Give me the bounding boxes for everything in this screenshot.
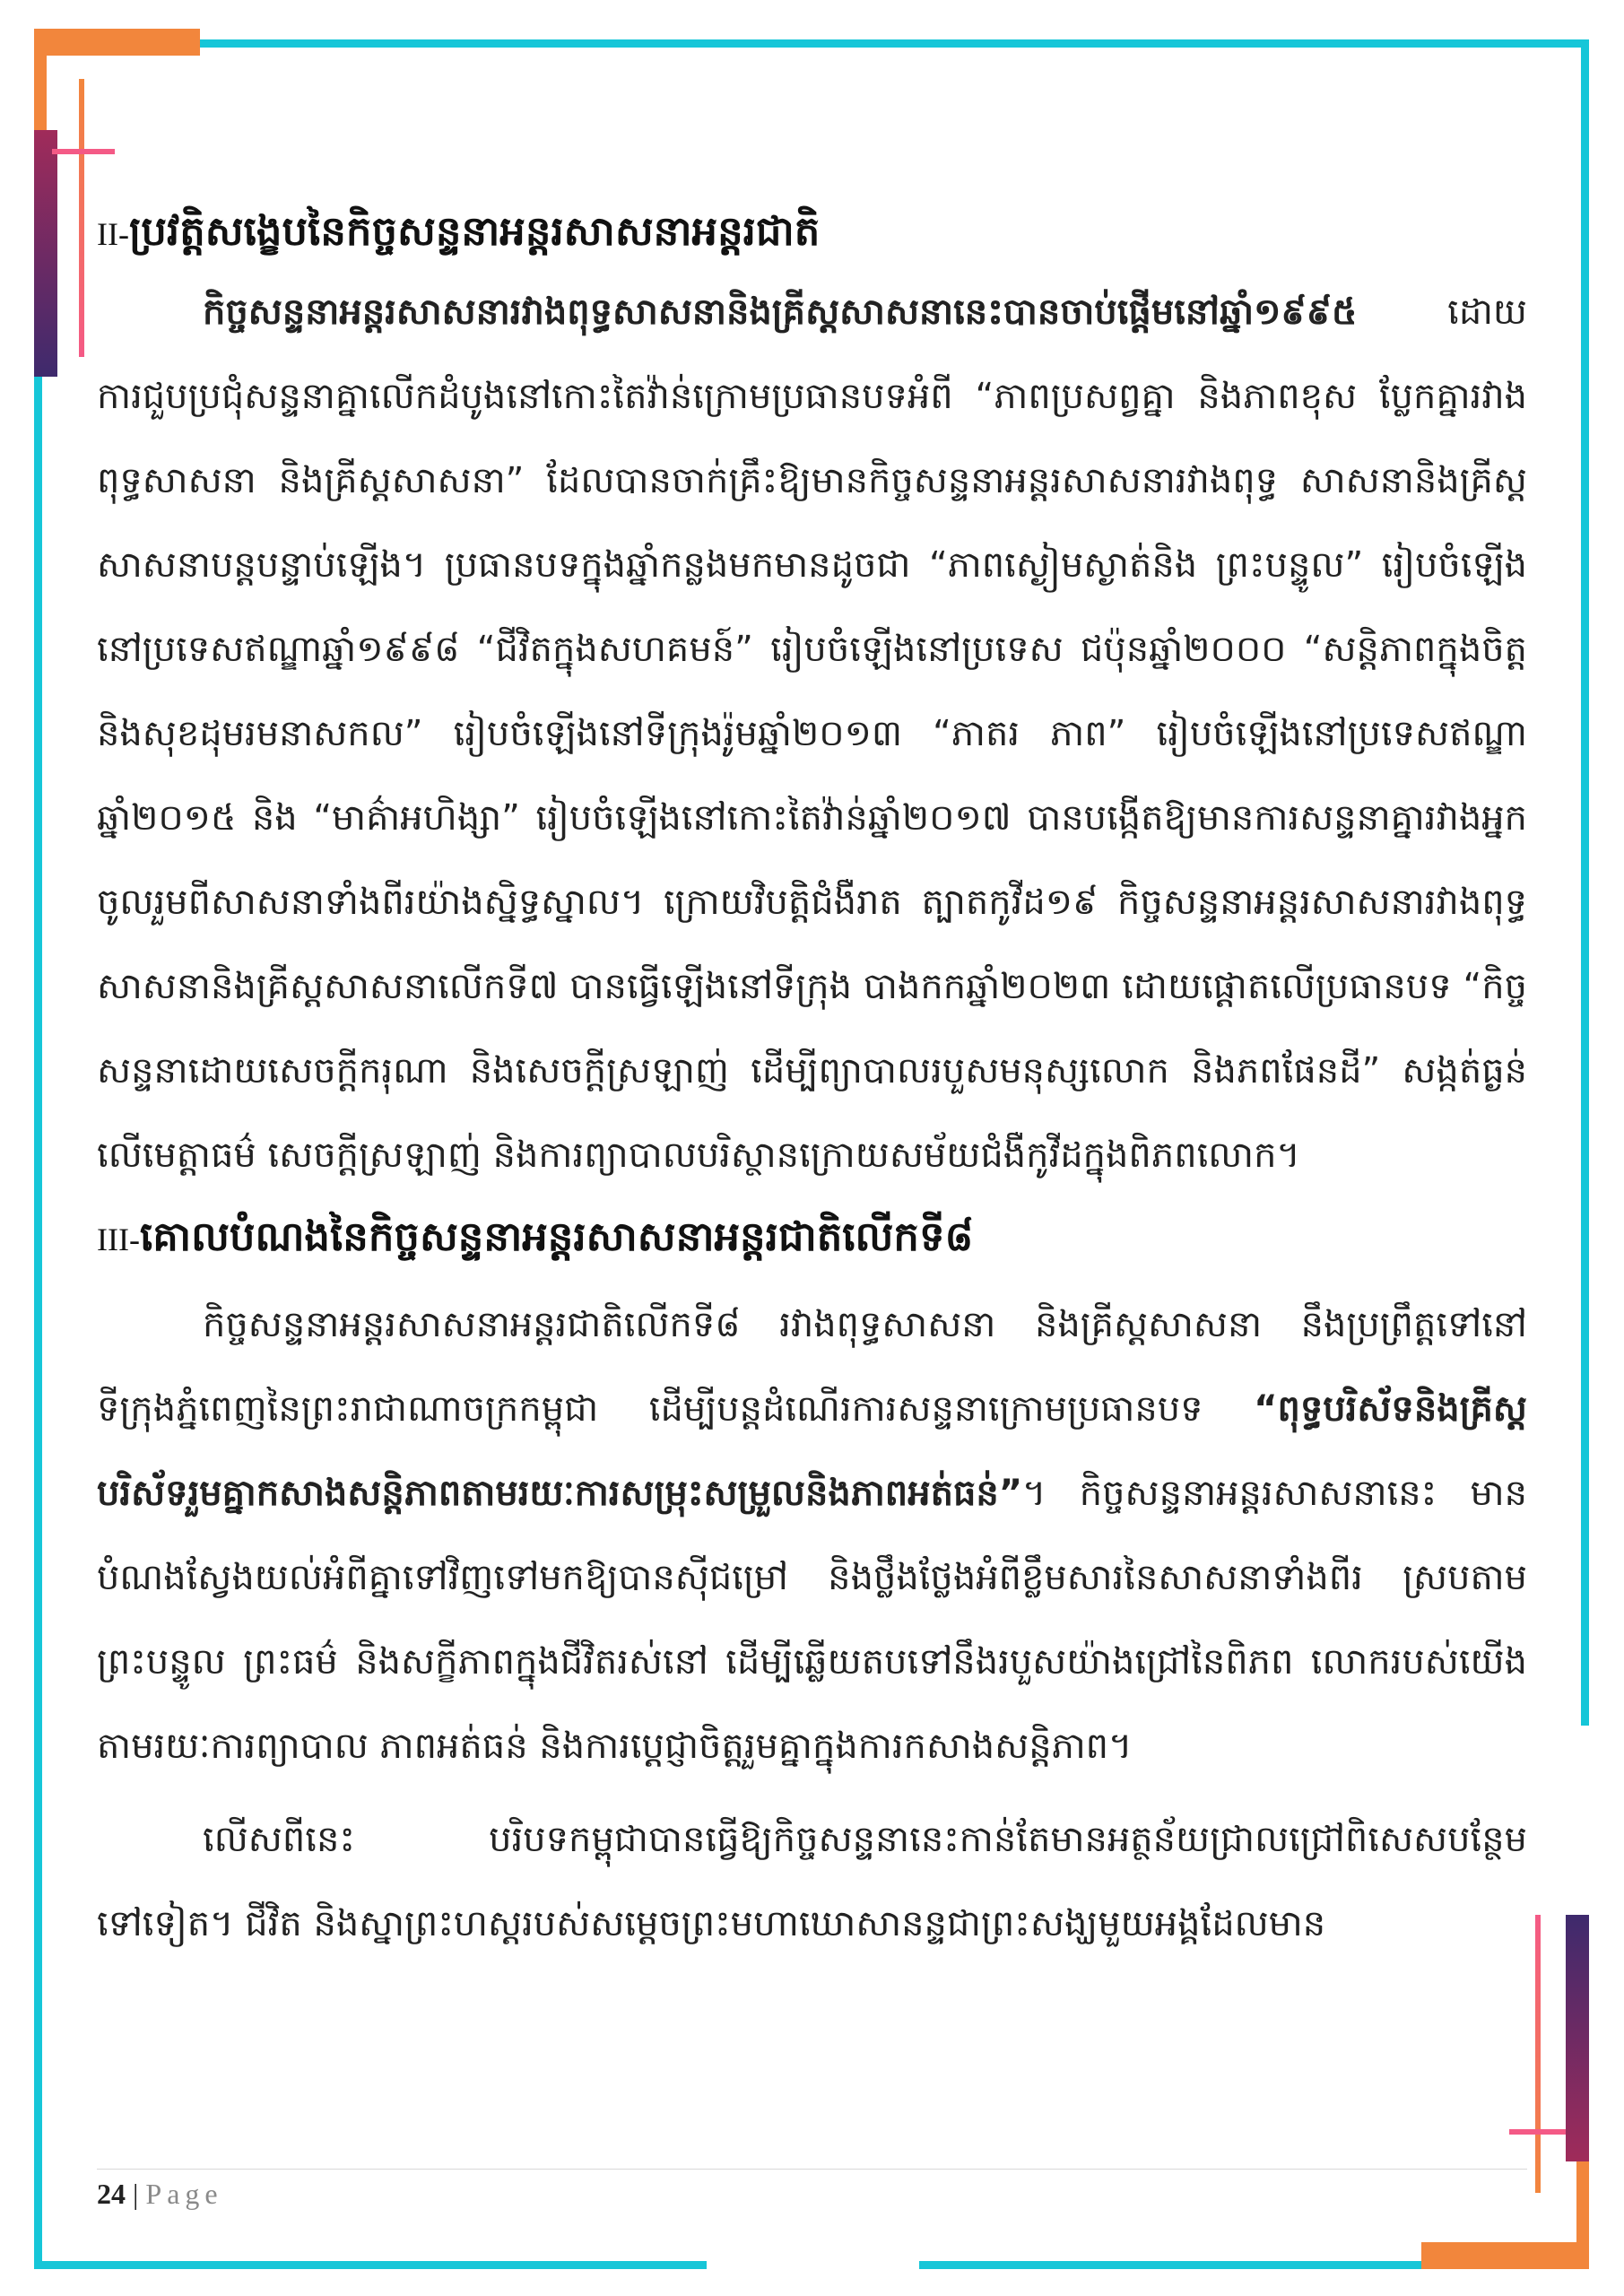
accent-orange-top-left-vertical: [34, 29, 47, 132]
section-3-p1-theme: “ពុទ្ធបរិស័ទនិងគ្រីស្ត បរិស័ទរួមគ្នាកសាងសន្តិភាពតាមរយៈការសម្រុះសម្រួលនិងភាពអត់ធន់”: [97, 1388, 1527, 1514]
accent-cross-top-left-v: [79, 79, 84, 357]
frame-right-line: [1581, 39, 1589, 1726]
accent-purple-top-left: [34, 130, 57, 377]
accent-orange-top-left: [34, 29, 200, 56]
frame-bottom-left-line: [34, 2261, 707, 2269]
section-3-p1-text-b: ។ កិច្ចសន្ទនាអន្តរសាសនានេះ មានបំណងស្វែងយល់អំពីគ្នាទៅវិញទៅមកឱ្យបានស៊ីជម្រៅ និងថ្លឹងថ្លែងអំពីខ្លឹមសារនៃសាសនាទាំងពីរ ស្របតាមព្រះបន្ទូល ព្រះធម៌ និងសក្ខីភាពក្នុងជីវិតរស់នៅ ដើម្បីឆ្លើយតបទៅនឹងរបួសយ៉ាងជ្រៅនៃពិភព លោករបស់យើងតាមរយៈការព្យាបាល ភាពអត់ធន់ និងការប្ដេជ្ញាចិត្តរួមគ្នាក្នុងការកសាងសន្តិភាព។: [97, 1473, 1527, 1767]
page-footer: [97, 2178, 223, 2211]
section-2-body-text: ដោយការជួបប្រជុំសន្ទនាគ្នាលើកដំបូងនៅកោះតៃវ៉ាន់ក្រោមប្រធានបទអំពី “ភាពប្រសព្វគ្នា និងភាពខុស ប្លែកគ្នារវាងពុទ្ធសាសនា និងគ្រីស្តសាសនា” ដែលបានចាក់គ្រឹះឱ្យមានកិច្ចសន្ទនាអន្តរសាសនារវាងពុទ្ធ សាសនានិងគ្រីស្តសាសនាបន្តបន្ទាប់ឡើង។ ប្រធានបទក្នុងឆ្នាំកន្លងមកមានដូចជា “ភាពស្ងៀមស្ងាត់និង ព្រះបន្ទូល” រៀបចំឡើងនៅប្រទេសឥណ្ឌាឆ្នាំ១៩៩៨ “ជីវិតក្នុងសហគមន៍” រៀបចំឡើងនៅប្រទេស ជប៉ុនឆ្នាំ២០០០ “សន្តិភាពក្នុងចិត្តនិងសុខដុមរមនាសកល” រៀបចំឡើងនៅទីក្រុងរ៉ូមឆ្នាំ២០១៣ “ភាតរ ភាព” រៀបចំឡើងនៅប្រទេសឥណ្ឌាឆ្នាំ២០១៥ និង “មាគ៌ាអហិង្សា” រៀបចំឡើងនៅកោះតៃវ៉ាន់ឆ្នាំ២០១៧ បានបង្កើតឱ្យមានការសន្ទនាគ្នារវាងអ្នកចូលរួមពីសាសនាទាំងពីរយ៉ាងស្និទ្ធស្នាល។ ក្រោយវិបត្តិជំងឺរាត ត្បាតកូវីដ១៩ កិច្ចសន្ទនាអន្តរសាសនារវាងពុទ្ធសាសនានិងគ្រីស្តសាសនាលើកទី៧ បានធ្វើឡើងនៅទីក្រុង បាងកកឆ្នាំ២០២៣ ដោយផ្ដោតលើប្រធានបទ “កិច្ចសន្ទនាដោយសេចក្ដីករុណា និងសេចក្ដីស្រឡាញ់ ដើម្បីព្យាបាលរបួសមនុស្សលោក និងភពផែនដី” សង្កត់ធ្ងន់លើមេត្តាធម៌ សេចក្ដីស្រឡាញ់ និងការព្យាបាលបរិស្ថានក្រោយសម័យជំងឺកូវីដក្នុងពិភពលោក។: [97, 291, 1527, 1176]
page-label: Page: [145, 2178, 223, 2210]
page-content: [97, 196, 1527, 1966]
frame-bottom-right-line: [919, 2261, 1421, 2269]
footer-separator: |: [126, 2178, 146, 2210]
section-2-paragraph: [97, 270, 1527, 1197]
accent-orange-bottom-right: [1421, 2242, 1589, 2269]
accent-cross-top-left-h: [52, 149, 115, 154]
section-3-heading: [97, 1201, 1527, 1275]
section-3-p2-text: លើសពីនេះ បរិបទកម្ពុជាបានធ្វើឱ្យកិច្ចសន្ទនានេះកាន់តែមានអត្ថន័យជ្រាលជ្រៅពិសេសបន្ថែម ទៅទៀត។ ជីវិត និងស្នាព្រះហស្តរបស់សម្ដេចព្រះមហាឃោសានន្ទជាព្រះសង្ឃមួយអង្គដែលមាន: [97, 1819, 1527, 1944]
accent-cross-bottom-right-h: [1509, 2129, 1567, 2135]
section-2-title: ប្រវត្តិសង្ខេបនៃកិច្ចសន្ទនាអន្តរសាសនាអន្តរជាតិ: [128, 207, 821, 255]
section-2-number: II-: [97, 216, 129, 252]
accent-orange-bottom-right-vertical: [1576, 2161, 1589, 2269]
frame-top-line: [199, 39, 1589, 48]
section-3-number: III-: [97, 1222, 140, 1257]
accent-purple-bottom-right: [1566, 1915, 1589, 2161]
accent-cross-bottom-right-v: [1535, 1915, 1541, 2193]
section-2-lead-sentence: កិច្ចសន្ទនាអន្តរសាសនារវាងពុទ្ធសាសនានិងគ្រីស្តសាសនានេះបានចាប់ផ្ដើមនៅឆ្នាំ១៩៩៥: [203, 291, 1358, 333]
section-3-title: គោលបំណងនៃកិច្ចសន្ទនាអន្តរសាសនាអន្តរជាតិលើកទី៨: [139, 1213, 974, 1260]
frame-left-line: [34, 377, 42, 2269]
section-3-p1-text-a: កិច្ចសន្ទនាអន្តរសាសនាអន្តរជាតិលើកទី៨ រវាងពុទ្ធសាសនា និងគ្រីស្តសាសនា នឹងប្រព្រឹត្តទៅនៅ ទីក្រុងភ្នំពេញនៃព្រះរាជាណាចក្រកម្ពុជា ដើម្បីបន្តដំណើរការសន្ទនាក្រោមប្រធានបទ: [97, 1304, 1527, 1430]
section-3-paragraph-1: [97, 1283, 1527, 1788]
section-3-paragraph-2: [97, 1797, 1527, 1966]
page-number: 24: [97, 2178, 126, 2210]
section-2-heading: [97, 196, 1527, 270]
footer-divider: [97, 2169, 1527, 2170]
